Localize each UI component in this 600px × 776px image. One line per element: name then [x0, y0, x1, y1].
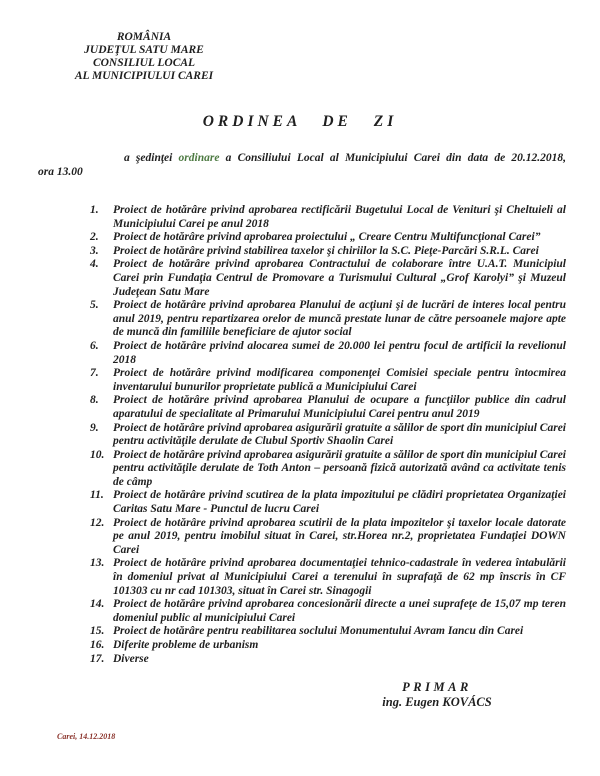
agenda-item-number: 14. [90, 598, 105, 611]
agenda-item-number: 1. [90, 204, 99, 216]
agenda-item-number: 9. [90, 421, 99, 434]
agenda-item [90, 340, 566, 367]
page-title: ORDINEA DE ZI [202, 113, 398, 130]
agenda-item-text: Proiect de hotărâre privind aprobarea asigurării gratuite a sălilor de sport din municipiul Carei pentru activităţile derulate de Toth Anton – persoană fizică autorizată având ca activitate tenis de câmp [113, 448, 566, 488]
agenda-item [90, 517, 566, 558]
subtitle [38, 151, 566, 179]
agenda-item-number: 13. [90, 557, 105, 570]
agenda-item-text: Proiect de hotărâre privind aprobarea rectificării Bugetului Local de Venituri şi Cheltuieli al Municipiului Carei pe anul 2018 [113, 204, 566, 230]
agenda-item [90, 245, 566, 259]
agenda-item-number: 8. [90, 394, 99, 407]
agenda-item-number: 10. [90, 448, 105, 461]
agenda-item [90, 258, 566, 299]
agenda-item-text: Proiect de hotărâre privind alocarea sumei de 20.000 lei pentru focul de artificii la revelionul 2018 [113, 339, 566, 366]
agenda-item-text: Proiect de hotărâre privind aprobarea asigurării gratuite a sălilor de sport din municipiul Carei pentru activităţile derulate de Clubul Sportiv Shaolin Carei [113, 421, 566, 448]
agenda-item-number: 4. [90, 258, 99, 271]
agenda-item-text: Proiect de hotărâre privind aprobarea Contractului de colaborare între U.A.T. Municipiul Carei prin Fundaţia Centrul de Promovare a Turismului Cultural „Grof Karolyi” şi Muzeul Judeţean Satu Mare [113, 258, 566, 298]
agenda-item-number: 6. [90, 339, 99, 352]
agenda-item-text: Proiect de hotărâre privind modificarea componenţei Comisiei speciale pentru întocmirea inventarului bunurilor proprietate publică a Municipiului Carei [113, 367, 566, 393]
agenda-item-number: 11. [90, 489, 104, 502]
agenda-item-number: 3. [90, 244, 99, 257]
subtitle-prefix: a şedinţei [124, 152, 179, 164]
subtitle-emphasis: ordinare [178, 152, 220, 164]
agenda-item-text: Diverse [113, 652, 149, 665]
agenda-item-number: 2. [90, 231, 99, 244]
letterhead-line-country: ROMÂNIA [116, 31, 172, 43]
agenda-item-number: 15. [90, 625, 105, 638]
agenda-item-text: Proiect de hotărâre privind aprobarea Planului de acţiuni şi de lucrări de interes local pentru anul 2019, pentru repartizarea orelor de muncă prestate lunar de către persoanele majore apte de muncă din familiile beneficiare de ajutor social [113, 299, 566, 339]
document-date-footer: Carei, 14.12.2018 [57, 732, 116, 741]
agenda-list [90, 204, 566, 666]
agenda-item [90, 639, 566, 653]
agenda-item [90, 299, 566, 340]
subtitle-suffix: , [563, 152, 566, 164]
agenda-item [90, 489, 566, 516]
agenda-item [90, 449, 566, 490]
letterhead [34, 31, 254, 83]
agenda-item [90, 367, 566, 394]
agenda-item [90, 422, 566, 449]
agenda-item-number: 7. [90, 367, 99, 380]
agenda-item [90, 394, 566, 421]
agenda-item-number: 16. [90, 639, 105, 651]
agenda-item-number: 5. [90, 299, 99, 312]
letterhead-line-county: JUDEŢUL SATU MARE [84, 44, 204, 56]
subtitle-middle: a Consiliului Local al Municipiului Carei din data de [219, 152, 512, 164]
agenda-item [90, 204, 566, 231]
letterhead-line-municipality: AL MUNICIPIULUI CAREI [74, 70, 214, 82]
agenda-item-text: Proiect de hotărâre privind stabilirea taxelor şi chiriilor la S.C. Pieţe-Parcări S.R.L. Carei [113, 244, 539, 257]
agenda-item [90, 653, 566, 667]
agenda-item-text: Proiect de hotărâre pentru reabilitarea soclului Monumentului Avram Iancu din Carei [113, 625, 524, 638]
signature-name: ing. Eugen KOVÁCS [382, 695, 492, 709]
signature-block [337, 680, 537, 710]
agenda-item-number: 17. [90, 652, 105, 665]
agenda-item-text: Proiect de hotărâre privind scutirea de la plata impozitului pe clădiri proprietatea Organizaţiei Caritas Satu Mare - Punctul de lucru Carei [113, 489, 566, 516]
agenda-item [90, 231, 566, 245]
signature-role: PRIMAR [402, 680, 472, 694]
agenda-item-text: Proiect de hotărâre privind aprobarea proiectului „ Creare Centru Multifuncţional Carei” [113, 231, 541, 244]
agenda-item-number: 12. [90, 516, 105, 529]
agenda-item [90, 598, 566, 625]
agenda-item-text: Proiect de hotărâre privind aprobarea concesionării directe a unei suprafeţe de 15,07 mp teren domeniul public al municipiului Carei [113, 598, 566, 624]
meeting-time: ora 13.00 [38, 166, 83, 178]
agenda-item [90, 625, 566, 639]
agenda-item-text: Proiect de hotărâre privind aprobarea documentaţiei tehnico-cadastrale în vederea întabulării în domeniul privat al Municipiului Carei a terenului în suprafaţă de 62 mp înscris în CF 101303 cu nr cad 101303, situat în Carei str. Sinagogii [113, 557, 566, 597]
meeting-date: 20.12.2018 [511, 152, 564, 164]
agenda-item-text: Proiect de hotărâre privind aprobarea Planului de ocupare a funcţiilor publice din cadrul aparatului de specialitate al Primarului Municipiului Carei pentru anul 2019 [113, 394, 566, 420]
agenda-item [90, 557, 566, 598]
subtitle-line-1 [124, 151, 566, 165]
letterhead-line-council: CONSILIUL LOCAL [92, 57, 196, 69]
agenda-item-text: Proiect de hotărâre privind aprobarea scutirii de la plata impozitelor şi taxelor locale datorate pe anul 2019, pentru imobilul situat în Carei, str.Horea nr.2, proprietatea Fundaţiei DOWN Carei [113, 516, 566, 556]
agenda-item-text: Diferite probleme de urbanism [113, 639, 259, 651]
